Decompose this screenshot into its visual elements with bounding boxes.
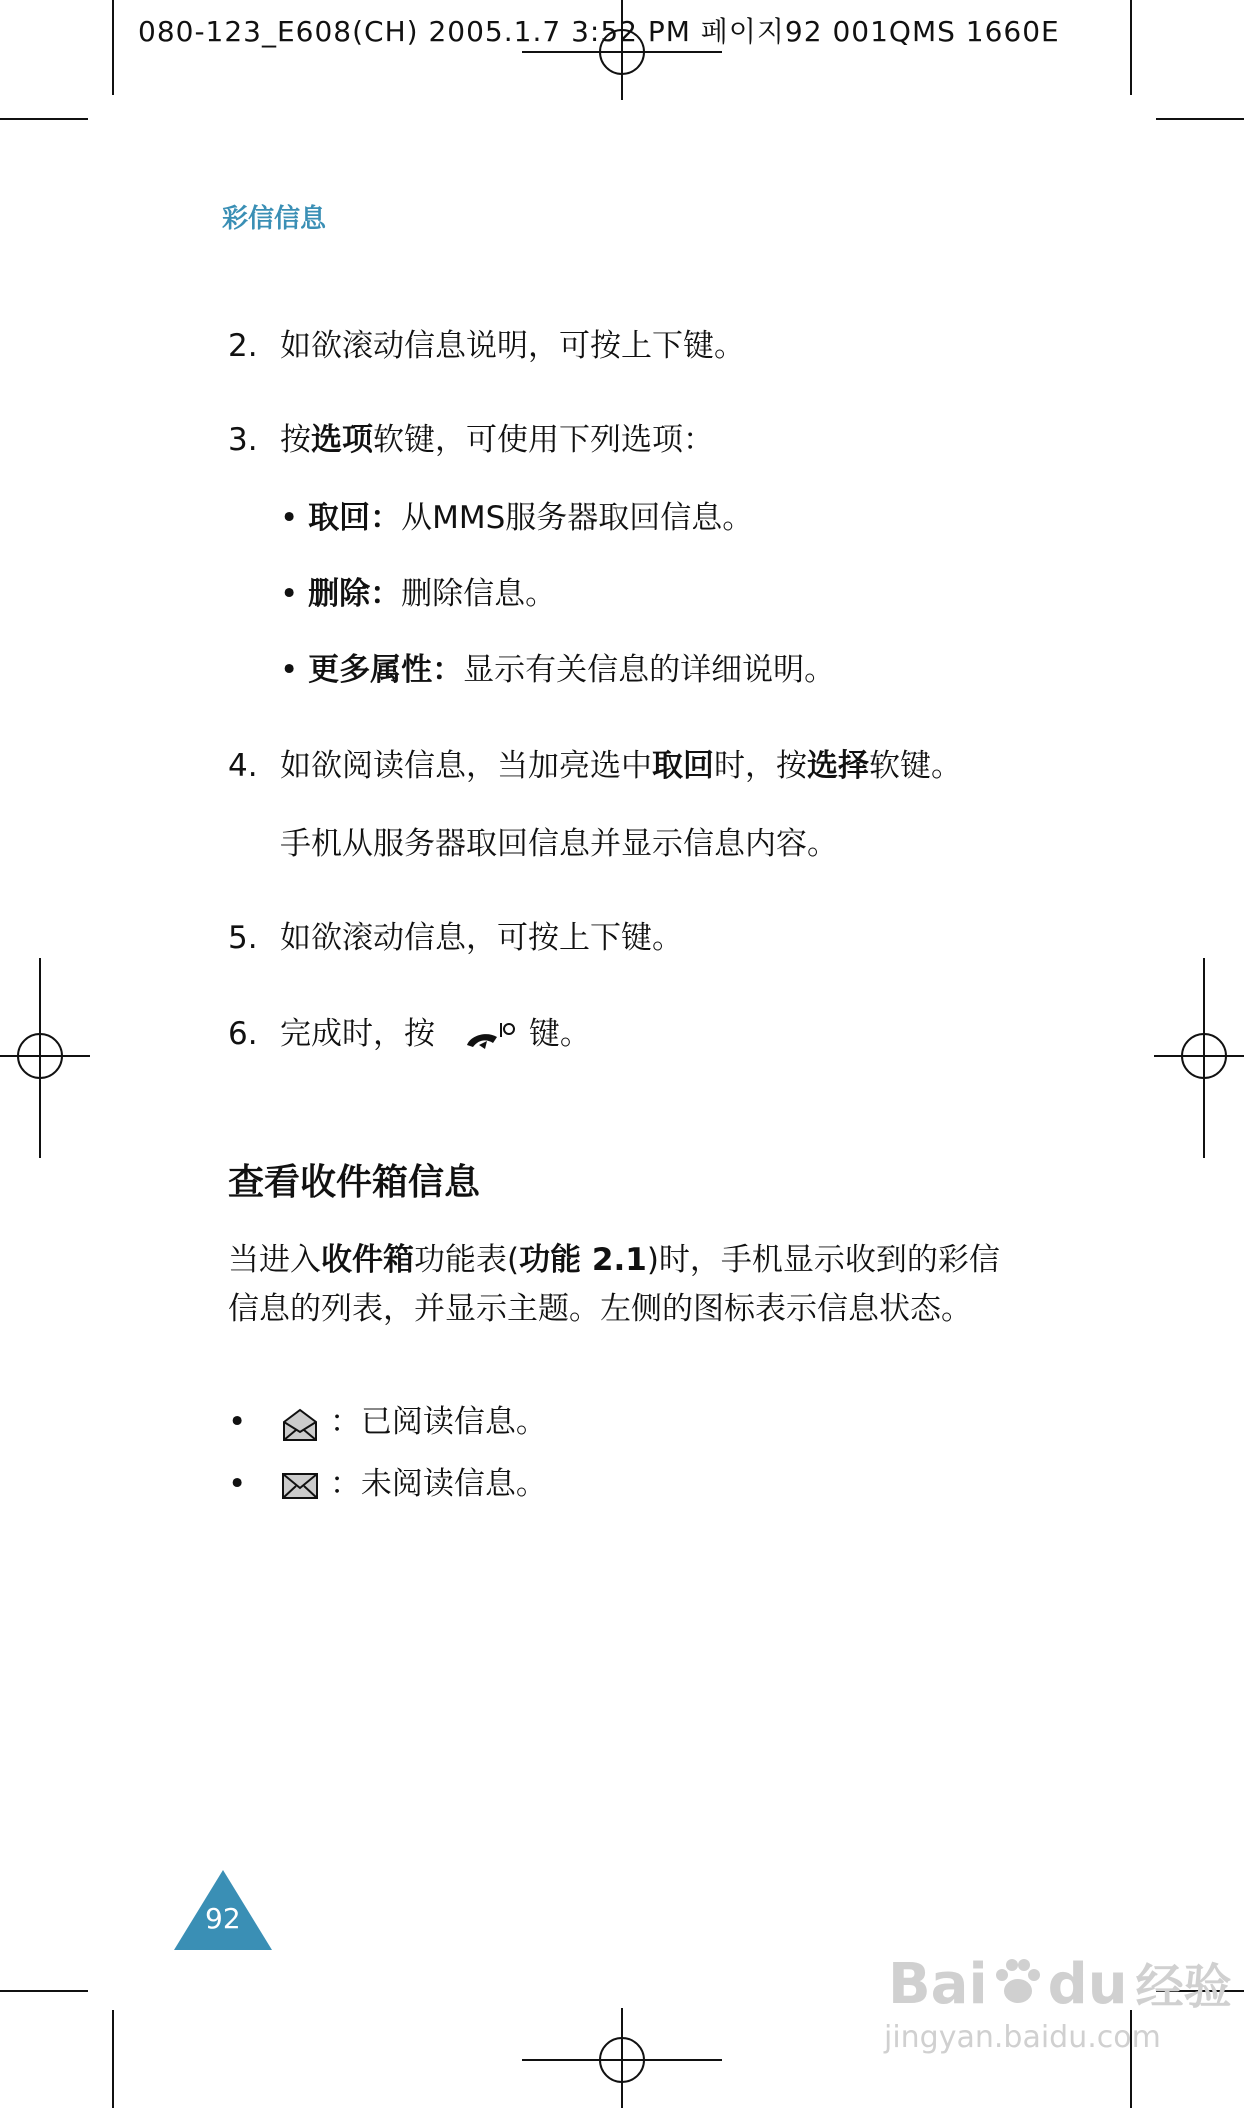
step-number: 6. bbox=[228, 1016, 258, 1052]
crop-mark bbox=[112, 2010, 114, 2108]
step-4 bbox=[228, 748, 962, 785]
icon-legend-item bbox=[228, 1466, 547, 1503]
option-item bbox=[280, 576, 556, 613]
bullet: • bbox=[228, 1404, 247, 1440]
end-call-key-icon bbox=[457, 1019, 517, 1053]
option-item bbox=[280, 652, 835, 689]
crop-mark bbox=[1156, 118, 1244, 120]
step-text: 如欲滚动信息说明，可按上下键。 bbox=[280, 328, 745, 364]
note-text: 手机从服务器取回信息并显示信息内容。 bbox=[280, 826, 838, 862]
section-heading: 查看收件箱信息 bbox=[228, 1162, 481, 1203]
watermark-brand: Bai bbox=[888, 1952, 988, 2017]
section-paragraph bbox=[228, 1236, 1008, 1334]
step-number: 5. bbox=[228, 920, 258, 956]
option-desc: 显示有关信息的详细说明。 bbox=[463, 652, 836, 688]
paw-icon bbox=[990, 1953, 1046, 2009]
read-envelope-icon bbox=[280, 1406, 320, 1442]
step-text: 软键，可使用下列选项： bbox=[373, 422, 714, 458]
menu-item-label: 取回 bbox=[652, 748, 714, 784]
paragraph-text: )时，手机显示收到的彩信信息的列表，并显示主题。左侧的图标表示信息状态。 bbox=[228, 1242, 1000, 1327]
option-item bbox=[280, 500, 753, 537]
colon: ： bbox=[432, 652, 464, 688]
crop-mark bbox=[0, 1990, 88, 1992]
bullet: • bbox=[228, 1466, 247, 1502]
watermark-brand: du bbox=[1047, 1952, 1128, 2017]
step-number: 2. bbox=[228, 328, 258, 364]
option-desc: 从MMS服务器取回信息。 bbox=[401, 500, 754, 536]
step-text: 如欲滚动信息，可按上下键。 bbox=[280, 920, 683, 956]
bullet: • bbox=[280, 652, 309, 688]
legend-text: ：已阅读信息。 bbox=[329, 1404, 547, 1440]
step-4-note bbox=[280, 826, 838, 863]
step-number: 3. bbox=[228, 422, 258, 458]
registration-mark-right-icon bbox=[1154, 958, 1244, 1158]
menu-number: 功能 2.1 bbox=[519, 1242, 647, 1278]
paragraph-text: 当进入 bbox=[228, 1242, 321, 1278]
registration-mark-bottom-icon bbox=[522, 2008, 722, 2108]
legend-text: ：未阅读信息。 bbox=[329, 1466, 547, 1502]
option-label: 更多属性 bbox=[308, 652, 433, 688]
icon-legend-item bbox=[228, 1404, 547, 1442]
colon: ： bbox=[370, 500, 402, 536]
option-label: 删除 bbox=[308, 576, 371, 612]
watermark-cn: 经验 bbox=[1135, 1959, 1232, 2015]
step-text: 时，按 bbox=[714, 748, 807, 784]
watermark bbox=[888, 1948, 1232, 2017]
crop-mark bbox=[112, 0, 114, 95]
option-desc: 删除信息。 bbox=[401, 576, 557, 612]
watermark-url: jingyan.baidu.com bbox=[884, 2020, 1161, 2055]
step-text: 按 bbox=[280, 422, 311, 458]
registration-mark-left-icon bbox=[0, 958, 90, 1158]
colon: ： bbox=[370, 576, 402, 612]
page-number: 92 bbox=[205, 1902, 241, 1935]
bullet: • bbox=[280, 576, 309, 612]
softkey-label: 选项 bbox=[311, 422, 373, 458]
option-label: 取回 bbox=[308, 500, 371, 536]
step-text: 软键。 bbox=[869, 748, 962, 784]
step-3 bbox=[228, 422, 714, 459]
step-text: 键。 bbox=[528, 1016, 591, 1052]
step-text: 完成时，按 bbox=[280, 1016, 435, 1052]
crop-mark bbox=[1130, 0, 1132, 95]
step-number: 4. bbox=[228, 748, 258, 784]
step-6 bbox=[228, 1016, 591, 1053]
print-slug: 080-123_E608(CH) 2005.1.7 3:52 PM 페이지92 001QMS 1660E bbox=[138, 15, 1060, 48]
step-text: 如欲阅读信息，当加亮选中 bbox=[280, 748, 652, 784]
unread-envelope-icon bbox=[280, 1470, 320, 1502]
softkey-label: 选择 bbox=[807, 748, 869, 784]
paragraph-text: 功能表( bbox=[414, 1242, 520, 1278]
crop-mark bbox=[0, 118, 88, 120]
running-head: 彩信信息 bbox=[222, 204, 327, 234]
menu-name: 收件箱 bbox=[321, 1242, 414, 1278]
bullet: • bbox=[280, 500, 309, 536]
step-5 bbox=[228, 920, 683, 957]
step-2 bbox=[228, 328, 745, 365]
